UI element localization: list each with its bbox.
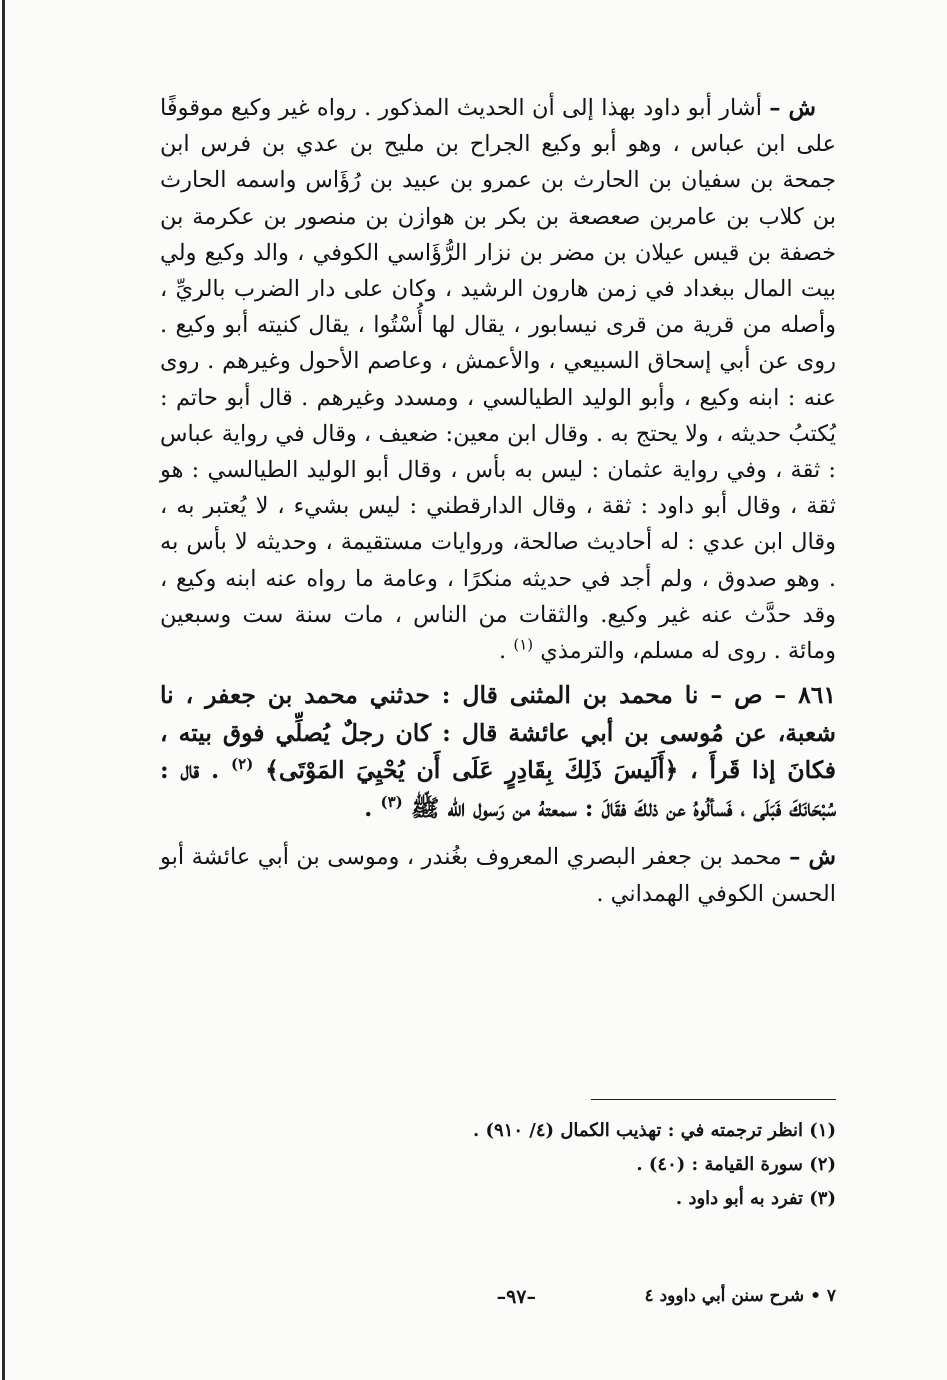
hadith-paragraph (160, 677, 836, 827)
page-number: –٩٧– (496, 1286, 536, 1308)
commentary-paragraph-2 (160, 839, 836, 913)
quran-verse: ﴿أَلَيسَ ذَلِكَ بِقَادِرٍ عَلَى أَن يُحْيِيَ المَوْتَى﴾ (265, 756, 679, 785)
hadith-number: ٨٦١ (798, 681, 836, 710)
hadith-text-before: – ص – نا محمد بن المثنى قال : حدثني محمد بن جعفر ، نا شعبة، عن مُوسى بن أبي عائشة قال : كان رجلٌ يُصلِّي فوق بيته ، فكانَ إذا قَرأَ ، (160, 681, 837, 785)
scan-edge-line (2, 0, 5, 1380)
footnote-ref-1: (١) (513, 635, 534, 654)
footnote-1: (١) انظر ترجمته في : تهذيب الكمال (٤/ ٩١٠) . (472, 1120, 836, 1141)
hadith-end-mark: . (364, 793, 373, 822)
commentary-marker: ش – (769, 95, 816, 121)
footnote-ref-2: (٢) (231, 755, 254, 774)
footnotes (400, 1114, 836, 1216)
book-signature: ٧ • شرح سنن أبي داوود ٤ (644, 1286, 836, 1306)
footnote-2: (٢) سورة القيامة : (٤٠) . (636, 1154, 836, 1175)
paragraph-end-mark: . (499, 638, 507, 665)
commentary-text-2: محمد بن جعفر البصري المعروف بغُندر ، وموسى بن أبي عائشة أبو الحسن الكوفي الهمداني . (160, 844, 836, 908)
commentary-marker-2: ش – (789, 844, 836, 871)
footnote-ref-3: (٣) (380, 792, 403, 811)
commentary-text: أشار أبو داود بهذا إلى أن الحديث المذكور . رواه غير وكيع موقوفًا على ابن عباس ، وهو أبو وكيع الجراح بن مليح بن عدي بن فرس ابن جمحة بن سفيان بن الحارث بن عمرو بن عبيد بن رُؤَاس واسمه الحارث بن كلاب بن عامربن صعصعة بن بكر بن هوازن بن منصور بن عكرمة بن خصفة بن قيس عيلان بن مضر بن نزار الرُّؤَاسي الكوفي ، والد وكيع ولي بيت المال ببغداد في زمن هارون الرشيد ، وكان على دار الضرب بالريِّ ، وأصله من قرية من قرى نيسابور ، يقال لها أُسْتُوا ، يقال كنيته أبو وكيع . روى عن أبي إسحاق السبيعي ، والأعمش ، وعاصم الأحول وغيرهم . روى عنه : ابنه وكيع ، وأبو الوليد الطيالسي ، ومسدد وغيرهم . قال أبو حاتم : يُكتبُ حديثه ، ولا يحتج به . وقال ابن معين: ضعيف ، وقال في رواية عباس : ثقة ، وفي رواية عثمان : ليس به بأس ، وقال أبو الوليد الطيالسي : هو ثقة ، وقال أبو داود : ثقة ، وقال الدارقطني : ليس بشيء ، لا يُعتبر به ، وقال ابن عدي : له أحاديث صالحة، وروايات مستقيمة ، وحديثه لا بأس به . وهو صدوق ، ولم أجد في حديثه منكرًا ، وعامة ما رواه عنه ابنه وكيع ، وقد حدَّث عنه غير وكيع. والثقات من الناس ، مات سنة ست وسبعين ومائة . روى له مسلم، والترمذي (160, 95, 836, 665)
hadith-text-after: . قال : سُبْحَانَكَ فَبَلَى ، فَسألُوهُ عن ذلكَ فقَالَ : سمعتهُ من رَسول الله ﷺ (160, 756, 836, 822)
footnote-3: (٣) تفرد به أبو داود . (675, 1188, 836, 1209)
footnote-divider (591, 1099, 836, 1100)
main-text (160, 90, 836, 913)
page-footer (160, 1286, 836, 1316)
commentary-paragraph (160, 90, 836, 669)
